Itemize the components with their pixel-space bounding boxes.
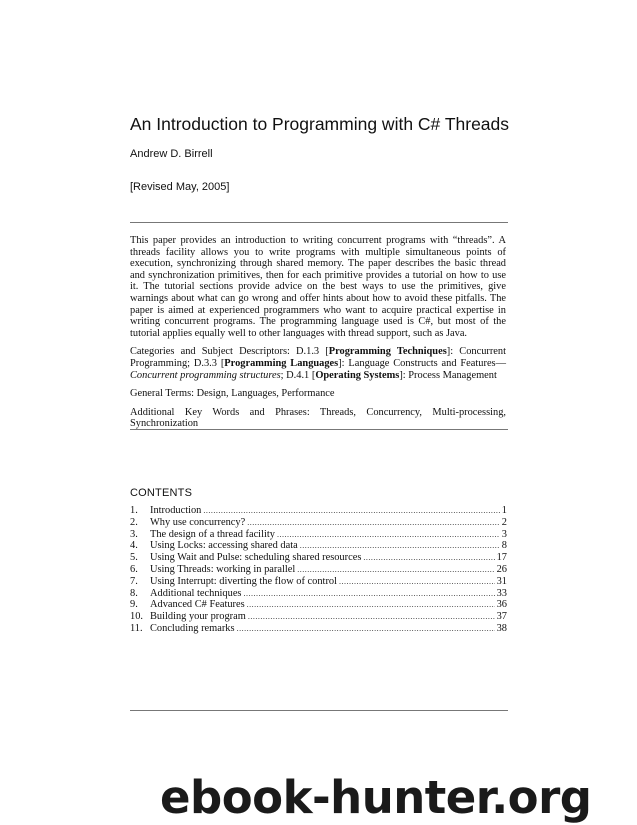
toc-entry[interactable] bbox=[130, 505, 507, 517]
abstract-text: This paper provides an introduction to writing concurrent programs with “threads”. A threads facility allows you to write programs with multiple simultaneous points of execution, synchronizing through shared memory. The paper describes the basic thread and synchronization primitives, then for each primitive provides a tutorial on how to use it. The tutorial sections provide advice on the best ways to use the primitives, give warnings about what can go wrong and offer hints about how to avoid these pitfalls. The paper is aimed at experienced programmers who want to acquire practical expertise in writing concurrent programs. The programming language used is C#, but most of the tutorial applies equally well to other languages with thread support, such as Java. bbox=[130, 235, 506, 339]
toc-title: Concluding remarks bbox=[150, 622, 235, 634]
toc-leader-dots bbox=[248, 611, 495, 623]
toc-number: 1. bbox=[130, 505, 138, 516]
toc-leader-dots bbox=[297, 564, 494, 576]
toc-entry[interactable] bbox=[130, 552, 507, 564]
toc-title: Using Threads: working in parallel bbox=[150, 563, 296, 575]
toc-number: 7. bbox=[130, 575, 138, 587]
toc-leader-dots bbox=[277, 529, 500, 541]
toc-page-number: 3 bbox=[501, 528, 507, 540]
toc-page-number: 33 bbox=[496, 587, 507, 599]
toc-leader-dots bbox=[247, 517, 500, 529]
toc-number: 9. bbox=[130, 599, 138, 611]
keywords: Additional Key Words and Phrases: Threads, Concurrency, Multi-processing, Synchronization bbox=[130, 406, 506, 430]
category-operating-systems: Operating Systems bbox=[315, 369, 400, 381]
toc-title: Using Locks: accessing shared data bbox=[150, 540, 298, 552]
table-of-contents bbox=[130, 505, 507, 635]
toc-title: The design of a thread facility bbox=[150, 528, 275, 540]
paper-title: An Introduction to Programming with C# Threads bbox=[130, 114, 510, 134]
toc-page-number: 38 bbox=[496, 622, 507, 634]
category-concurrent-structures: Concurrent programming structures bbox=[130, 369, 281, 381]
mid-divider bbox=[130, 429, 508, 430]
toc-title: Advanced C# Features bbox=[150, 599, 245, 611]
toc-page-number: 31 bbox=[496, 575, 507, 587]
author-name: Andrew D. Birrell bbox=[130, 148, 213, 160]
toc-leader-dots bbox=[247, 599, 495, 611]
toc-page-number: 26 bbox=[496, 563, 507, 575]
toc-leader-dots bbox=[339, 576, 495, 588]
toc-title: Building your program bbox=[150, 611, 246, 623]
toc-page-number: 37 bbox=[496, 611, 507, 623]
toc-number: 3. bbox=[130, 528, 138, 540]
abstract-block bbox=[130, 235, 506, 437]
categories-part: ]: Process Management bbox=[399, 369, 497, 381]
categories-part: ]: Language Constructs and Features— bbox=[338, 357, 506, 369]
toc-entry[interactable] bbox=[130, 540, 507, 552]
toc-entry[interactable] bbox=[130, 611, 507, 623]
toc-leader-dots bbox=[203, 505, 499, 517]
toc-title: Introduction bbox=[150, 505, 202, 516]
toc-number: 8. bbox=[130, 587, 138, 599]
categories-part: ]: Concurrent Programming; D.3.3 [ bbox=[130, 346, 507, 369]
toc-number: 11. bbox=[130, 622, 143, 634]
toc-entry[interactable] bbox=[130, 529, 507, 541]
toc-leader-dots bbox=[300, 540, 500, 552]
toc-title: Using Interrupt: diverting the flow of control bbox=[150, 575, 337, 587]
toc-entry[interactable] bbox=[130, 588, 507, 600]
general-terms: General Terms: Design, Languages, Performance bbox=[130, 388, 335, 400]
watermark-text: ebook-hunter.org bbox=[160, 771, 592, 824]
toc-title: Additional techniques bbox=[150, 587, 242, 599]
toc-page-number: 2 bbox=[501, 516, 507, 528]
toc-page-number: 17 bbox=[496, 552, 507, 564]
toc-entry[interactable] bbox=[130, 623, 507, 635]
categories-text bbox=[130, 346, 506, 381]
toc-page-number: 36 bbox=[496, 599, 507, 611]
toc-number: 4. bbox=[130, 540, 138, 552]
toc-entry[interactable] bbox=[130, 564, 507, 576]
toc-number: 5. bbox=[130, 552, 138, 564]
toc-page-number: 8 bbox=[501, 540, 507, 552]
toc-leader-dots bbox=[243, 588, 494, 600]
bottom-divider bbox=[130, 710, 508, 711]
toc-entry[interactable] bbox=[130, 599, 507, 611]
categories-prefix: Categories and Subject Descriptors: D.1.3 [ bbox=[130, 346, 329, 358]
toc-entry[interactable] bbox=[130, 517, 507, 529]
category-programming-techniques: Programming Techniques bbox=[328, 346, 447, 358]
toc-title: Why use concurrency? bbox=[150, 516, 246, 528]
toc-page-number: 1 bbox=[501, 505, 507, 516]
toc-entry[interactable] bbox=[130, 576, 507, 588]
toc-leader-dots bbox=[363, 552, 494, 564]
contents-heading: CONTENTS bbox=[130, 487, 193, 499]
toc-number: 6. bbox=[130, 563, 138, 575]
revision-date: [Revised May, 2005] bbox=[130, 181, 230, 193]
toc-number: 10. bbox=[130, 611, 143, 623]
category-programming-languages: Programming Languages bbox=[224, 357, 339, 369]
toc-number: 2. bbox=[130, 516, 138, 528]
toc-title: Using Wait and Pulse: scheduling shared resources bbox=[150, 552, 362, 564]
toc-leader-dots bbox=[237, 623, 495, 635]
categories-part: ; D.4.1 [ bbox=[280, 369, 316, 381]
top-divider bbox=[130, 222, 508, 223]
